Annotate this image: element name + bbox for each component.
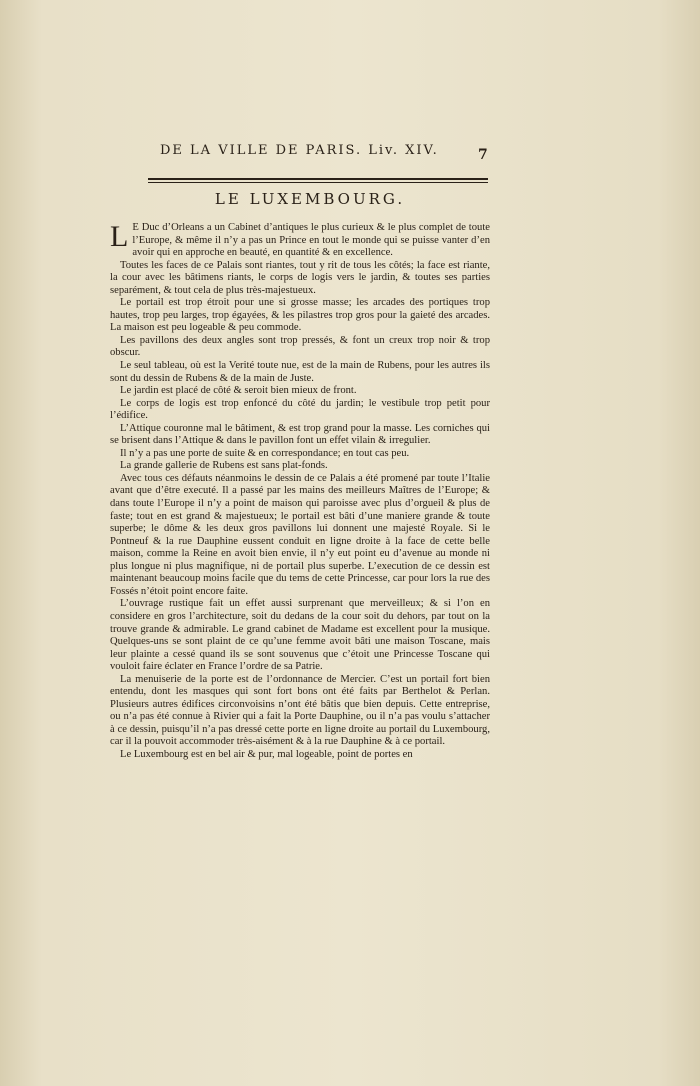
running-head: DE LA VILLE DE PARIS. Liv. XIV.	[160, 143, 439, 158]
section-title: LE LUXEMBOURG.	[214, 190, 406, 208]
paragraph: La grande gallerie de Rubens est sans plat-fonds.	[120, 460, 328, 472]
paragraph: Les pavillons des deux angles sont trop pressés, & font un creux trop noir & trop obscur.	[110, 334, 490, 359]
paragraph: L’Attique couronne mal le bâtiment, & est trop grand pour la masse. Les corniches qui se brisent dans l’Attique & dans le pavillon font un effet vilain & irregulier.	[110, 422, 490, 447]
drop-cap: L	[110, 220, 129, 253]
body-text	[110, 222, 490, 762]
paragraph: Le corps de logis est trop enfoncé du côté du jardin; le vestibule trop petit pour l’édifice.	[110, 397, 490, 422]
page-number: 7	[478, 147, 488, 163]
paragraph: Le portail est trop étroit pour une si grosse masse; les arcades des portiques trop hautes, trop peu larges, trop égayées, & les pilastres trop gros pour la gaieté des arcades. La maison est peu logeable & peu commode.	[110, 297, 490, 334]
paragraph: Le Luxembourg est en bel air & pur, mal logeable, point de portes en	[120, 748, 413, 760]
paragraph-text: E Duc d’Orleans a un Cabinet d’antiques le plus curieux & le plus complet de toute l’Europe, & même il n’y a pas un Prince en tout le monde qui se puisse vanter d’en avoir qui en approche en beauté, en quantité & en excellence.	[132, 222, 490, 259]
header-rule	[148, 178, 488, 180]
paragraph: Toutes les faces de ce Palais sont riantes, tout y rit de tous les côtés; la face est riante, la cour avec les bâtimens riants, le corps de logis vers le jardin, & toutes ses parties separément, & tout cela de plus très-majestueux.	[110, 259, 490, 296]
paragraph: L’ouvrage rustique fait un effet aussi surprenant que merveilleux; & si l’on en considere en gros l’architecture, soit du dedans de la cour soit du dehors, par tout on la trouve grande & admirable. Le grand cabinet de Madame est excellent pour la musique. Quelques-uns se sont plaint de ce qu’une femme avoit bâti une maison Toscane, mais leur plainte a cessé quand ils se sont souvenus que c’étoit une Princesse Toscane qui vouloit faire éclater en France l’ordre de sa Patrie.	[110, 598, 490, 673]
paragraph	[110, 222, 490, 260]
paragraph: Il n’y a pas une porte de suite & en correspondance; en tout cas peu.	[120, 447, 410, 459]
paragraph: Avec tous ces défauts néanmoins le dessin de ce Palais a été promené par toute l’Italie avant que d’être executé. Il a passé par les mains des meilleurs Maîtres de l’Europe; & dans toute l’Europe il n’y a point de maison qui paroisse avec plus d’orgueil & plus de faste; tout en est grand & majestueux; le portail est bâti d’une maniere grande & toute superbe; le dôme & les deux gros pavillons lui donnent une majesté Royale. Si le Pontneuf & la rue Dauphine eussent conduit en ligne droite à la face de cette belle maison, comme la Reine en avoit bien envie, il n’y eut point eu d’avenue au monde ni plus longue ni plus magnifique, ni de portail plus superbe. L’execution de ce dessin est maintenant beaucoup moins facile que du tems de cette Princesse, car pour lors la rue des Fossés n’étoit point encore faite.	[110, 472, 490, 597]
paragraph: Le seul tableau, où est la Verité toute nue, est de la main de Rubens, pour les autres ils sont du dessin de Rubens & de la main de Juste.	[110, 360, 490, 384]
paragraph: Le jardin est placé de côté & seroit bien mieux de front.	[120, 385, 357, 397]
paragraph: La menuiserie de la porte est de l’ordonnance de Mercier. C’est un portail fort bien entendu, dont les masques qui sont fort bons ont été faits par Berthelot & Perlan. Plusieurs autres édifices circonvoisins n’ont été bâtis que bien depuis. Cette entreprise, ou n’a pas été connue à Rivier qui a fait la Porte Dauphine, ou il n’a pas voulu s’attacher à ce dessin, puisqu’il n’a pas dressé cette porte en ligne droite au portail du Luxembourg, car il la pouvoit accommoder très-aisément & à la rue Dauphine & à ce portail.	[110, 673, 490, 748]
